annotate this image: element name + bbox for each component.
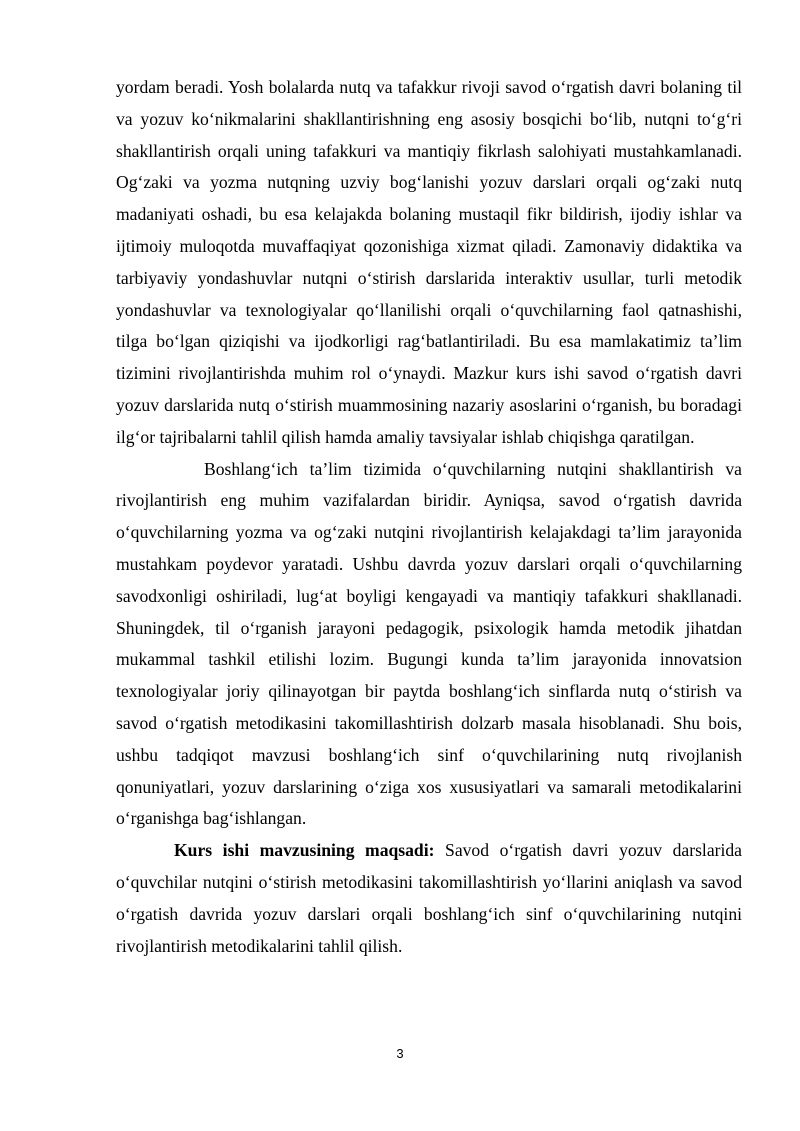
paragraph-primary-education: Boshlang‘ich ta’lim tizimida o‘quvchilarning nutqini shakllantirish va rivojlantirish eng muhim vazifalardan biridir. Ayniqsa, savod o‘rgatish davrida o‘quvchilarning yozma va og‘zaki nutqini rivojlantirish kelajakdagi ta’lim jarayonida mustahkam poydevor yaratadi. Ushbu davrda yozuv darslari orqali o‘quvchilarning savodxonligi oshiriladi, lug‘at boyligi kengayadi va mantiqiy tafakkuri shakllanadi. Shuningdek, til o‘rganish jarayoni pedagogik, psixologik hamda metodik jihatdan mukammal tashkil etilishi lozim. Bugungi kunda ta’lim jarayonida innovatsion texnologiyalar joriy qilinayotgan bir paytda boshlang‘ich sinflarda nutq o‘stirish va savod o‘rgatish metodikasini takomillashtirish dolzarb masala hisoblanadi. Shu bois, ushbu tadqiqot mavzusi boshlang‘ich sinf o‘quvchilarining nutq rivojlanish qonuniyatlari, yozuv darslarining o‘ziga xos xususiyatlari va samarali metodikalarini o‘rganishga bag‘ishlangan. xyxy=(116,458,742,829)
paragraph-intro-continuation: yordam beradi. Yosh bolalarda nutq va tafakkur rivoji savod o‘rgatish davri bolaning til va yozuv ko‘nikmalarini shakllantirishning eng asosiy bosqichi bo‘lib, nutqni to‘g‘ri shakllantirish orqali uning tafakkuri va mantiqiy fikrlash salohiyati mustahkamlanadi. Og‘zaki va yozma nutqning uzviy bog‘lanishi yozuv darslari orqali og‘zaki nutq madaniyati oshadi, bu esa kelajakda bolaning mustaqil fikr bildirish, ijodiy ishlar va ijtimoiy muloqotda muvaffaqiyat qozonishiga xizmat qiladi. Zamonaviy didaktika va tarbiyaviy yondashuvlar nutqni o‘stirish darslarida interaktiv usullar, turli metodik yondashuvlar va texnologiyalar qo‘llanilishi orqali o‘quvchilarning faol qatnashishi, tilga bo‘lgan qiziqishi va ijodkorligi rag‘batlantiriladi. Bu esa mamlakatimiz ta’lim tizimini rivojlantirishda muhim rol o‘ynaydi. Mazkur kurs ishi savod o‘rgatish davri yozuv darslarida nutq o‘stirish muammosining nazariy asoslarini o‘rganish, bu boradagi ilg‘or tajribalarni tahlil qilish hamda amaliy tavsiyalar ishlab chiqishga qaratilgan. xyxy=(116,77,742,447)
body-text xyxy=(116,72,742,962)
goal-heading-label: Kurs ishi mavzusining maqsadi: xyxy=(174,840,435,861)
paragraph-course-goal xyxy=(116,835,742,962)
page-number: 3 xyxy=(396,1046,404,1061)
goal-text: Savod o‘rgatish davri yozuv darslarida o‘quvchilar nutqini o‘stirish metodikasini takomillashtirish yo‘llarini aniqlash va savod o‘rgatish davrida yozuv darslari orqali boshlang‘ich sinf o‘quvchilarining nutqini rivojlantirish metodikalarini tahlil qilish. xyxy=(116,840,742,956)
